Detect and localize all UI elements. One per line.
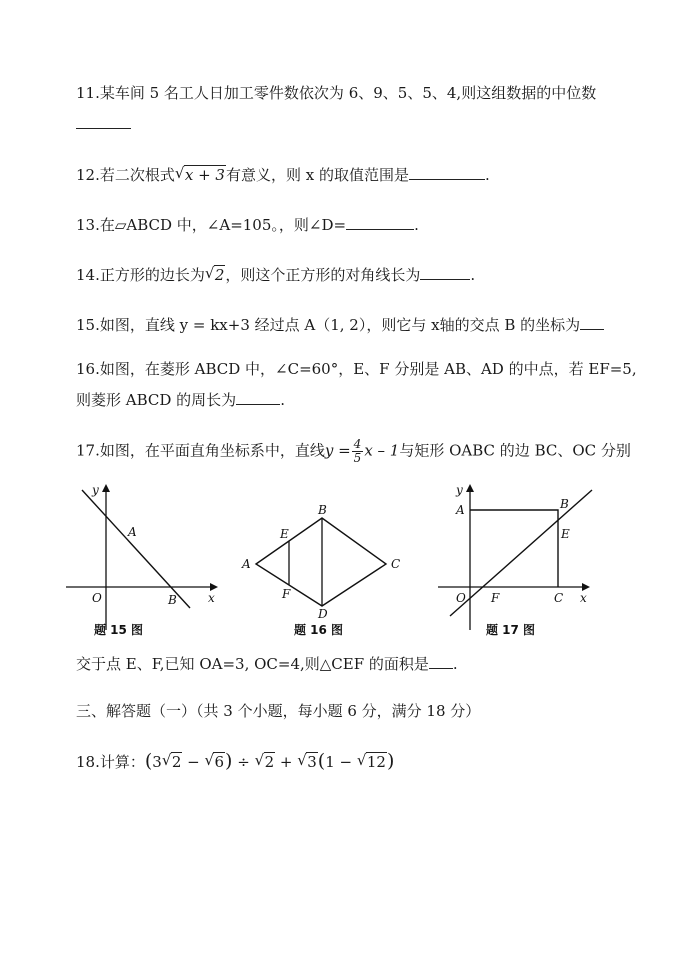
question-17-line2	[76, 652, 458, 675]
question-13-end: .	[414, 216, 419, 234]
blank-17	[429, 652, 453, 669]
blank-11	[76, 112, 131, 129]
fig16-caption: 题 16 图	[294, 623, 344, 637]
fig16-label-F: F	[282, 587, 291, 601]
radical-sign-icon: √	[254, 751, 265, 769]
question-15-text: 15.如图，直线 y = kx+3 经过点 A（1, 2），则它与 x轴的交点 B 的坐标为	[76, 316, 581, 334]
figure-15	[62, 480, 222, 640]
radicand: 2	[264, 753, 275, 771]
fig17-label-F: F	[491, 591, 500, 605]
plus-sign: +	[275, 753, 298, 771]
fraction-numerator: 4	[353, 437, 362, 451]
divide-sign: ÷	[232, 753, 255, 771]
question-11-text: 11.某车间 5 名工人日加工零件数依次为 6、9、5、5、4,则这组数据的中位数	[76, 84, 597, 102]
fig16-label-B: B	[318, 503, 327, 517]
blank-15	[580, 313, 604, 330]
question-17-prefix: 17.如图，在平面直角坐标系中，直线	[76, 441, 325, 460]
sqrt-12	[357, 751, 387, 773]
radicand: 12	[366, 753, 386, 771]
section-3-heading	[76, 700, 480, 722]
fig15-label-B: B	[168, 593, 177, 607]
fig17-label-A: A	[456, 503, 465, 517]
radicand: 3	[307, 753, 317, 771]
question-18	[76, 750, 394, 773]
question-16-end: .	[280, 391, 285, 409]
question-12-end: .	[484, 166, 490, 184]
paren-open-2: (	[317, 750, 326, 772]
radical-sign-icon: √	[297, 751, 307, 769]
question-17-end: .	[452, 655, 458, 673]
question-14-prefix: 14.正方形的边长为	[76, 266, 205, 284]
radical-sign-icon: √	[161, 751, 172, 769]
section-3-title: 三、解答题（一）（共 3 个小题，每小题 6 分，满分 18 分）	[76, 702, 481, 720]
question-18-prefix: 18.计算：	[76, 753, 145, 771]
paren-open: (	[144, 750, 153, 772]
equation-rhs: x – 1	[364, 441, 400, 460]
fig15-label-y: y	[92, 483, 99, 497]
fig17-label-C: C	[554, 591, 564, 605]
paren-close-2: )	[386, 750, 395, 772]
fig15-label-x: x	[208, 591, 215, 605]
figure-16	[240, 480, 420, 640]
question-11	[76, 82, 596, 104]
paren-close: )	[225, 750, 233, 772]
sqrt-3	[297, 751, 318, 773]
radical-sign-icon: √	[204, 751, 215, 769]
sqrt-2-b	[255, 751, 276, 773]
question-14	[76, 263, 475, 286]
question-13-text: 13.在▱ABCD 中，∠A=105。，则∠D=	[76, 216, 347, 234]
fraction-denominator: 5	[353, 451, 362, 465]
radical-sign-icon: √	[204, 264, 215, 282]
radicand: 2	[171, 753, 182, 771]
blank-14	[420, 263, 470, 280]
question-16-text-2: 则菱形 ABCD 的周长为	[76, 391, 237, 409]
fig15-caption: 题 15 图	[94, 623, 144, 637]
equation-lhs: y =	[324, 441, 351, 460]
minus-sign: −	[182, 753, 205, 771]
fig15-x-arrow-icon	[210, 583, 218, 591]
fig16-rhombus	[256, 518, 386, 606]
one-minus: 1 −	[325, 753, 357, 771]
fig16-label-A: A	[242, 557, 251, 571]
radicand: 2	[214, 266, 225, 284]
question-12-prefix: 12.若二次根式	[76, 166, 175, 184]
question-14-end: .	[470, 266, 476, 284]
question-17	[76, 438, 631, 465]
question-13	[76, 213, 419, 236]
sqrt-2	[205, 264, 226, 286]
fig16-label-C: C	[391, 557, 401, 571]
question-16-text: 16.如图，在菱形 ABCD 中，∠C=60°，E、F 分别是 AB、AD 的中点，若 EF=5,	[76, 360, 637, 378]
question-15	[76, 313, 604, 336]
question-16-line2	[76, 388, 285, 411]
coefficient-3: 3	[152, 753, 162, 771]
figure-17	[434, 480, 610, 640]
fraction-4-5	[352, 438, 364, 465]
fig17-label-y: y	[456, 483, 463, 497]
blank-12	[409, 163, 485, 180]
sqrt-x-plus-3	[175, 164, 226, 186]
fig15-label-A: A	[128, 525, 137, 539]
radical-sign-icon: √	[174, 164, 185, 182]
figures-row	[62, 480, 610, 640]
answer-blank-11	[76, 112, 131, 135]
fig15-label-O: O	[92, 591, 102, 605]
question-17-text-2: 交于点 E、F,已知 OA=3, OC=4,则△CEF 的面积是	[76, 655, 429, 673]
fig16-label-D: D	[318, 607, 328, 621]
fig17-label-x: x	[580, 591, 587, 605]
question-14-suffix: ，则这个正方形的对角线长为	[225, 266, 421, 284]
blank-13	[346, 213, 414, 230]
sqrt-2-a	[162, 751, 183, 773]
fig17-y-arrow-icon	[466, 484, 474, 492]
fig17-label-B: B	[560, 497, 569, 511]
fig17-caption: 题 17 图	[486, 623, 536, 637]
fig15-y-arrow-icon	[102, 484, 110, 492]
radicand: 6	[214, 753, 225, 771]
radicand: x + 3	[184, 166, 225, 184]
fig17-rectangle	[470, 510, 558, 587]
fig17-line	[450, 490, 592, 616]
fig17-label-E: E	[561, 527, 570, 541]
question-16-line1	[76, 358, 637, 380]
question-12-suffix: 有意义，则 x 的取值范围是	[225, 166, 409, 184]
blank-16	[236, 388, 280, 405]
radical-sign-icon: √	[356, 751, 367, 769]
question-17-suffix: 与矩形 OABC 的边 BC、OC 分别	[399, 441, 631, 460]
fig16-label-E: E	[280, 527, 289, 541]
fig17-x-arrow-icon	[582, 583, 590, 591]
sqrt-6	[204, 751, 225, 773]
question-12	[76, 163, 490, 186]
fig17-label-O: O	[456, 591, 466, 605]
